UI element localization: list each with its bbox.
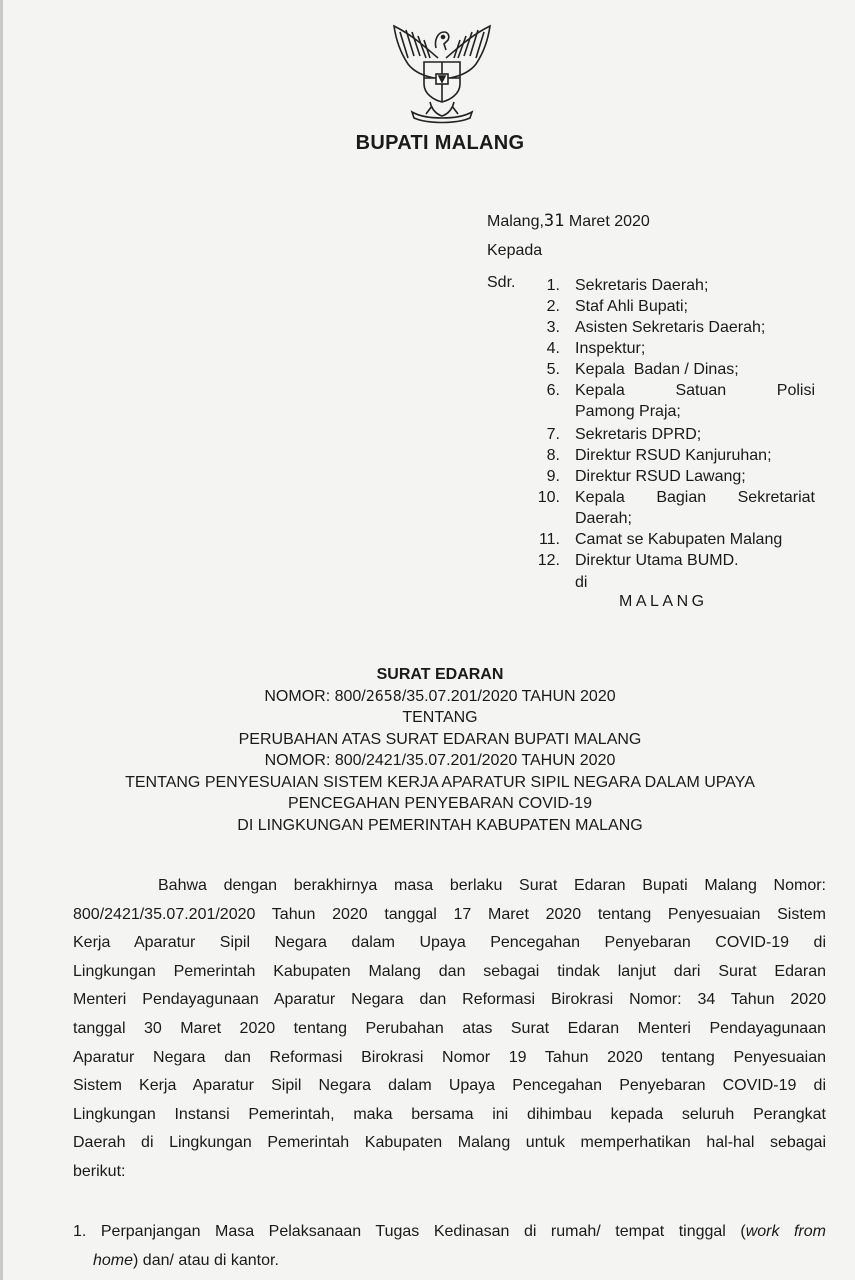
- recipient-name: Kepala Satuan Polisi: [575, 382, 815, 399]
- number-prefix: NOMOR: 800/: [264, 687, 366, 705]
- paragraph-line: Menteri Pendayagunaan Aparatur Negara dan Reformasi Birokrasi Nomor: 34 Tahun 2020: [73, 991, 826, 1009]
- paragraph-line: Bahwa dengan berakhirnya masa berlaku Surat Edaran Bupati Malang Nomor:: [158, 877, 826, 894]
- recipient-name: Kepala Bagian Sekretariat: [575, 489, 815, 506]
- list-item-text: ) dan/ atau di kantor.: [133, 1251, 279, 1269]
- number-handwritten: 2658: [365, 686, 402, 705]
- list-item-line: [73, 1218, 826, 1247]
- list-item-text: Perpanjangan Masa Pelaksanaan Tugas Kedinasan di rumah/ tempat tinggal (: [100, 1223, 746, 1240]
- number-suffix: /35.07.201/2020 TAHUN 2020: [401, 687, 616, 705]
- office-title: BUPATI MALANG: [355, 132, 525, 154]
- list-item-number: 1.: [73, 1223, 87, 1240]
- sdr-label: Sdr.: [487, 274, 516, 291]
- recipient-number: 10.: [537, 489, 560, 506]
- heading-line: TENTANG PENYESUAIAN SISTEM KERJA APARATUR SIPIL NEGARA DALAM UPAYA: [125, 773, 755, 791]
- circular-title: SURAT EDARAN: [376, 666, 504, 683]
- recipient-name: Inspektur;: [575, 340, 646, 357]
- date-month-year: Maret 2020: [568, 213, 650, 230]
- di-label: di: [575, 574, 588, 591]
- recipient-number: 4.: [546, 340, 560, 357]
- recipient-number: 1.: [546, 277, 560, 294]
- recipient-number: 2.: [546, 298, 560, 315]
- list-item-italic: home: [93, 1251, 134, 1269]
- paragraph-line: Lingkungan Pemerintah Kabupaten Malang dan sebagai tindak lanjut dari Surat Edaran: [73, 962, 826, 980]
- recipient-name: Direktur RSUD Kanjuruhan;: [575, 447, 772, 464]
- recipient-number: 12.: [537, 552, 560, 569]
- date-day: 31: [543, 211, 565, 231]
- recipient-name: Sekretaris Daerah;: [575, 277, 709, 294]
- recipient-name: Kepala Badan / Dinas;: [575, 361, 739, 378]
- paragraph-line: Daerah di Lingkungan Pemerintah Kabupaten Malang untuk memperhatikan hal-hal sebagai: [73, 1134, 826, 1152]
- recipient-number: 7.: [546, 426, 560, 443]
- paragraph-line: berikut:: [73, 1162, 126, 1180]
- recipient-name: Camat se Kabupaten Malang: [575, 531, 783, 548]
- page-edge: [0, 0, 3, 1280]
- list-item-line: [73, 1247, 826, 1276]
- recipient-name: Direktur RSUD Lawang;: [575, 468, 746, 485]
- recipient-number: 9.: [546, 468, 560, 485]
- list-item-italic: work from: [745, 1223, 826, 1240]
- paragraph-line: Sistem Kerja Aparatur Sipil Negara dalam Upaya Pencegahan Penyebaran COVID-19 di: [73, 1077, 826, 1095]
- tentang-label: TENTANG: [402, 709, 478, 726]
- heading-line: DI LINGKUNGAN PEMERINTAH KABUPATEN MALANG: [237, 816, 643, 834]
- heading-line: PENCEGAHAN PENYEBARAN COVID-19: [287, 795, 593, 812]
- recipient-number: 3.: [546, 319, 560, 336]
- recipient-number: 6.: [546, 382, 560, 399]
- garuda-emblem-icon: [386, 18, 498, 124]
- paragraph-line: tanggal 30 Maret 2020 tentang Perubahan atas Surat Edaran Menteri Pendayagunaan: [73, 1019, 826, 1037]
- circular-heading: [0, 664, 855, 836]
- paragraph-line: Lingkungan Instansi Pemerintah, maka bersama ini dihimbau kepada seluruh Perangkat: [73, 1105, 826, 1123]
- recipient-name: Daerah;: [575, 510, 632, 527]
- recipient-name: Direktur Utama BUMD.: [575, 552, 739, 569]
- kepada-label: Kepada: [487, 242, 543, 259]
- recipient-name: Staf Ahli Bupati;: [575, 298, 688, 315]
- recipient-number: 11.: [538, 531, 560, 548]
- heading-line: PERUBAHAN ATAS SURAT EDARAN BUPATI MALANG: [238, 730, 642, 748]
- paragraph-line: 800/2421/35.07.201/2020 Tahun 2020 tanggal 17 Maret 2020 tentang Penyesuaian Sistem: [73, 905, 826, 923]
- body-paragraph: [73, 872, 826, 1187]
- recipient-number: 8.: [546, 447, 560, 464]
- recipient-number: 5.: [546, 361, 560, 378]
- list-item: [73, 1218, 826, 1275]
- recipient-name: Sekretaris DPRD;: [575, 426, 702, 443]
- paragraph-line: Kerja Aparatur Sipil Negara dalam Upaya Pencegahan Penyebaran COVID-19 di: [73, 934, 826, 952]
- heading-line: NOMOR: 800/2421/35.07.201/2020 TAHUN 2020: [264, 752, 616, 769]
- recipient-name: Pamong Praja;: [575, 403, 681, 420]
- destination-city: MALANG: [619, 593, 708, 610]
- paragraph-line: Aparatur Negara dan Reformasi Birokrasi Nomor 19 Tahun 2020 tentang Penyesuaian: [73, 1048, 826, 1066]
- circular-number: [0, 686, 855, 708]
- date-place: Malang,: [487, 213, 544, 230]
- recipient-name: Asisten Sekretaris Daerah;: [575, 319, 766, 336]
- letter-date: [487, 211, 650, 231]
